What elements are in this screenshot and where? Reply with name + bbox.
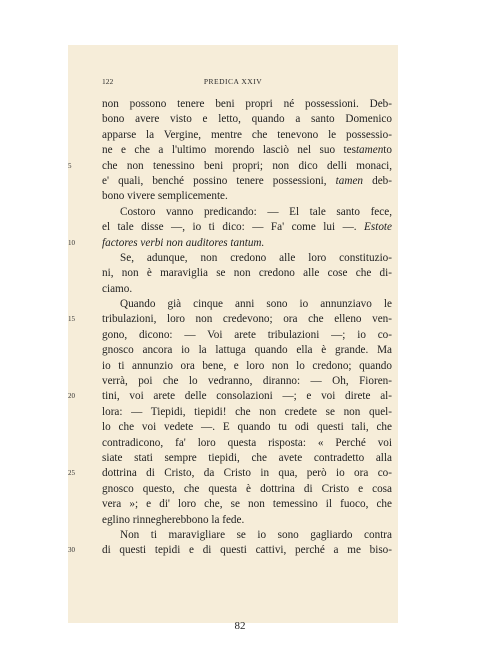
line-text: lo che voi vedete —. E quando tu odi questi tali, che <box>102 421 392 434</box>
line-number: 25 <box>68 469 75 478</box>
line-text: ne e che a l'ultimo morendo lasciò nel suo testamento <box>102 144 392 157</box>
text-line <box>102 343 392 358</box>
book-page <box>68 45 398 623</box>
line-text: tini, voi arete delle consolazioni —; e voi direte al- <box>102 390 392 403</box>
text-line <box>102 328 392 343</box>
text-line <box>68 312 392 327</box>
text-line <box>68 159 392 174</box>
line-text: gnosco ancora io la lattuga quando ella è grande. Ma <box>102 344 392 357</box>
line-text: che non tenessino beni propri; non dico delli monaci, <box>102 159 392 172</box>
text-line <box>102 205 392 220</box>
text-line <box>102 528 392 543</box>
line-number: 30 <box>68 546 75 555</box>
line-number: 20 <box>68 392 75 401</box>
text-line <box>102 374 392 389</box>
text-line <box>102 513 392 528</box>
line-text: bono vivere semplicemente. <box>102 190 228 203</box>
text-line <box>68 389 392 404</box>
line-text: ni, non è maraviglia se non credono alle cose che di- <box>102 267 392 280</box>
running-head <box>68 77 398 89</box>
line-text: lora: — Tiepidi, tiepidi! che non credete se non quel- <box>102 405 392 418</box>
text-line <box>102 266 392 281</box>
line-text: el tale disse —, io ti dico: — Fa' come lui —. Estote <box>102 221 392 234</box>
text-line <box>102 451 392 466</box>
text-line <box>102 282 392 297</box>
line-text: gnosco questo, che questa è dottrina di Cristo e cosa <box>102 482 392 495</box>
text-line <box>102 97 392 112</box>
line-text: Se, adunque, non credono alle loro constituzio- <box>120 251 392 264</box>
text-line <box>102 189 392 204</box>
line-text: e' quali, benché possino tenere possessioni, tamen deb- <box>102 174 392 187</box>
text-line <box>102 220 392 235</box>
line-text: verrà, poi che lo vedranno, diranno: — Oh, Fioren- <box>102 375 392 388</box>
text-line <box>102 297 392 312</box>
line-text: eglino rinnegherebbono la fede. <box>102 513 245 526</box>
text-line <box>102 112 392 127</box>
text-line <box>102 436 392 451</box>
text-line <box>102 359 392 374</box>
text-line <box>102 128 392 143</box>
text-line <box>102 251 392 266</box>
line-text: siate stati sempre tiepidi, che avete contradetto alla <box>102 451 392 464</box>
text-line <box>68 543 392 558</box>
text-line <box>102 405 392 420</box>
line-number: 15 <box>68 315 75 324</box>
text-line <box>102 482 392 497</box>
text-block <box>68 97 392 559</box>
folio-number: 122 <box>102 77 114 86</box>
line-text: contradicono, fa' loro questa risposta: « Perché voi <box>102 436 392 449</box>
line-text: Costoro vanno predicando: — El tale santo fece, <box>120 205 392 218</box>
line-text: apparse la Vergine, mentre che tenevono le possessio- <box>102 128 392 141</box>
line-text: dottrina di Cristo, da Cristo in qua, però io ora co- <box>102 467 392 480</box>
line-text: bono avere visto e letto, quando a santo Domenico <box>102 113 392 126</box>
text-line <box>102 174 392 189</box>
text-line <box>68 466 392 481</box>
line-text: non possono tenere beni propri né possessioni. Deb- <box>102 98 392 110</box>
line-text: ciamo. <box>102 282 133 295</box>
line-text: io ti annunzio ora bene, e loro non lo credono; quando <box>102 359 392 372</box>
line-text: Quando già cinque anni sono io annunziavo le <box>120 298 392 311</box>
line-text: di questi tepidi e di questi cattivi, perché a me biso- <box>102 544 392 557</box>
text-line <box>102 143 392 158</box>
text-line <box>102 497 392 512</box>
line-text: vera »; e di' loro che, se non temessino il fuoco, che <box>102 498 392 511</box>
page-number: 82 <box>234 620 246 632</box>
text-line <box>102 420 392 435</box>
line-text: gono, dicono: — Voi arete tribulazioni —; io co- <box>102 328 392 341</box>
line-number: 5 <box>68 161 72 170</box>
line-number: 10 <box>68 238 75 247</box>
text-line <box>68 236 392 251</box>
line-text: Non ti maravigliare se io sono gagliardo contra <box>120 528 392 541</box>
line-text: factores verbi non auditores tantum. <box>102 236 265 249</box>
line-text: tribulazioni, loro non credevono; ora che elleno ven- <box>102 313 392 326</box>
running-title: PREDICA XXIV <box>203 77 263 86</box>
